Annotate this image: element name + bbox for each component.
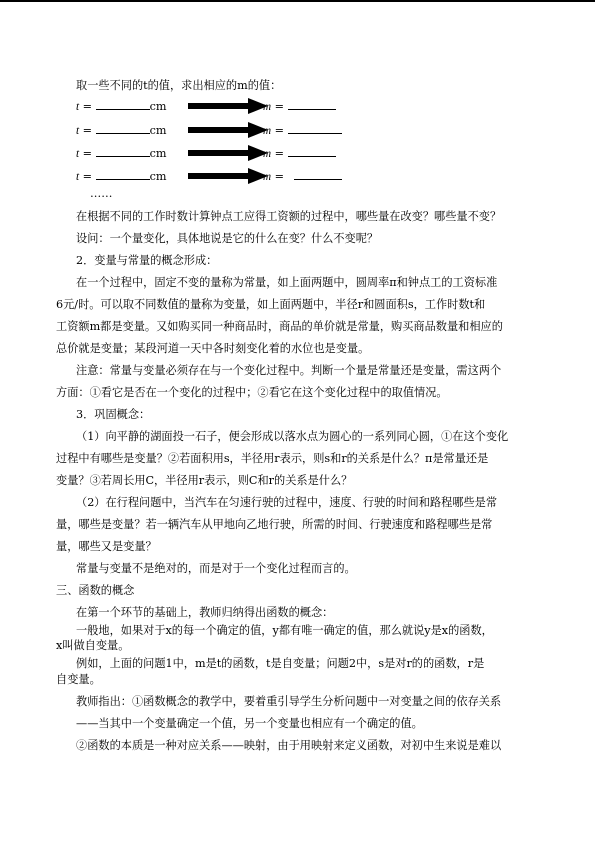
paragraph-line: x叫做自变量。 — [56, 639, 130, 652]
unit-label: cm — [149, 124, 167, 137]
unit-label: cm — [149, 170, 167, 183]
m-variable: m — [263, 171, 272, 183]
paragraph-line: 工资额m都是变量。又如购买同一种商品时，商品的单价就是常量，购买商品数量和相应的 — [56, 320, 503, 333]
section-heading: 三、函数的概念 — [56, 584, 135, 597]
arrow-icon — [188, 170, 268, 182]
paragraph-line: 6元/时。可以取不同数值的量称为变量，如上面两题中，半径r和圆面积s，工作时数t和 — [56, 298, 486, 311]
paragraph-line: 常量与变量不是绝对的，而是对于一个变化过程而言的。 — [76, 562, 356, 575]
paragraph-line: 变量？③若周长用C，半径用r表示，则C和r的关系是什么？ — [56, 474, 353, 487]
intro-text: 取一些不同的t的值，求出相应的m的值： — [76, 79, 282, 92]
unit-label: cm — [149, 147, 167, 160]
paragraph-line: （1）向平静的湖面投一石子，便会形成以落水点为圆心的一系列同心圆，①在这个变化 — [76, 430, 509, 443]
paragraph-line: 方面：①看它是否在一个变化的过程中；②看它在这个变化过程中的取值情况。 — [56, 386, 448, 399]
section-heading: 2．变量与常量的概念形成： — [76, 254, 218, 267]
arrow-icon — [188, 124, 268, 136]
paragraph-line: 过程中有哪些是变量？②若面积用s，半径用r表示，则s和r的关系是什么？π是常量还是 — [56, 452, 489, 465]
section-heading: 3．巩固概念： — [76, 408, 151, 421]
m-variable: m — [263, 125, 272, 137]
t-variable: t — [76, 101, 80, 113]
paragraph-line: 设问：一个量变化，具体地说是它的什么在变？什么不变呢？ — [76, 232, 379, 245]
m-blank[interactable] — [288, 145, 336, 157]
paragraph-line: 在第一个环节的基础上，教师归纳得出函数的概念： — [76, 606, 334, 619]
paragraph-line: 教师指出：①函数概念的教学中，要着重引导学生分析问题中一对变量之间的依存关系 — [76, 695, 502, 708]
t-blank[interactable] — [96, 98, 150, 110]
m-blank[interactable] — [288, 98, 336, 110]
t-blank[interactable] — [96, 122, 150, 134]
page-top-border — [0, 0, 595, 2]
paragraph-line: 例如，上面的问题1中，m是t的函数，t是自变量；问题2中，s是对r的的函数，r是 — [76, 657, 485, 670]
paragraph-line: ——当其中一个变量确定一个值，另一个变量也相应有一个确定的值。 — [76, 717, 423, 730]
m-variable: m — [263, 101, 272, 113]
t-variable: t — [76, 125, 80, 137]
paragraph-line: 在一个过程中，固定不变的量称为常量，如上面两题中，圆周率π和钟点工的工资标准 — [76, 276, 498, 289]
t-blank[interactable] — [96, 145, 150, 157]
paragraph-line: 自变量。 — [56, 673, 101, 686]
paragraph-line: （2）在行程问题中，当汽车在匀速行驶的过程中，速度、行驶的时间和路程哪些是常 — [76, 496, 498, 509]
arrow-icon — [188, 100, 268, 112]
ellipsis: …… — [90, 187, 113, 200]
t-variable: t — [76, 148, 80, 160]
paragraph-line: 在根据不同的工作时数计算钟点工应得工资额的过程中，哪些量在改变？哪些量不变？ — [76, 210, 502, 223]
t-blank[interactable] — [96, 168, 150, 180]
paragraph-line: ②函数的本质是一种对应关系——映射，由于用映射来定义函数，对初中生来说是难以 — [76, 739, 502, 752]
arrow-icon — [188, 147, 268, 159]
m-variable: m — [263, 148, 272, 160]
unit-label: cm — [149, 100, 167, 113]
m-blank[interactable] — [294, 168, 342, 180]
paragraph-line: 总价就是变量；某段河道一天中各时刻变化着的水位也是变量。 — [56, 342, 370, 355]
paragraph-line: 一般地，如果对于x的每一个确定的值，y都有唯一确定的值，那么就说y是x的函数， — [76, 624, 493, 637]
t-variable: t — [76, 171, 80, 183]
paragraph-line: 量，哪些又是变量？ — [56, 540, 157, 553]
paragraph-line: 注意：常量与变量必须存在与一个变化过程中。判断一个量是常量还是变量，需这两个 — [76, 364, 502, 377]
m-blank[interactable] — [288, 122, 342, 134]
paragraph-line: 量，哪些是变量？若一辆汽车从甲地向乙地行驶，所需的时间、行驶速度和路程哪些是常 — [56, 518, 493, 531]
